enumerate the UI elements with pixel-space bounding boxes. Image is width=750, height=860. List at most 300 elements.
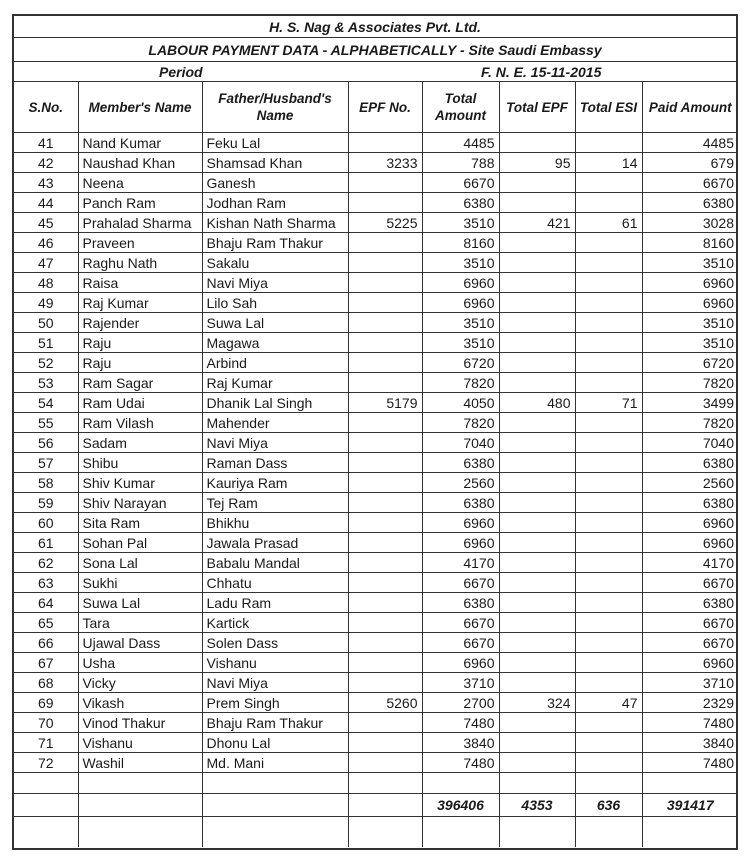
- cell-paid-amount: 6380: [642, 453, 738, 473]
- cell-member-name: Prahalad Sharma: [78, 213, 202, 233]
- cell-paid-amount: 3510: [642, 253, 738, 273]
- cell-epf-no: [348, 713, 422, 733]
- cell-father-husband-name: Navi Miya: [202, 673, 348, 693]
- cell-total-amount: 7820: [422, 373, 499, 393]
- cell-total-esi: 71: [575, 393, 642, 413]
- cell-total-amount: 6380: [422, 593, 499, 613]
- cell-total-epf: [499, 473, 575, 493]
- table-row: [14, 393, 738, 413]
- cell-epf-no: [348, 473, 422, 493]
- table-row: [14, 173, 738, 193]
- cell-epf-no: [348, 513, 422, 533]
- cell-epf-no: [348, 553, 422, 573]
- cell-epf-no: [348, 733, 422, 753]
- cell-father-husband-name: Suwa Lal: [202, 313, 348, 333]
- cell-total-esi: [575, 733, 642, 753]
- cell-total-esi: [575, 513, 642, 533]
- cell-total-esi: [575, 473, 642, 493]
- cell-total-amount: 6670: [422, 633, 499, 653]
- period-row: [14, 62, 736, 82]
- cell-father-husband-name: Navi Miya: [202, 273, 348, 293]
- cell-total-epf: [499, 593, 575, 613]
- cell-total-esi: [575, 453, 642, 473]
- cell-sno: 42: [14, 153, 78, 173]
- cell-father-husband-name: Chhatu: [202, 573, 348, 593]
- cell-total-amount: 6960: [422, 293, 499, 313]
- cell-total-epf: [499, 353, 575, 373]
- cell-total-esi: [575, 533, 642, 553]
- cell-paid-amount: 7820: [642, 413, 738, 433]
- cell-paid-amount: 3840: [642, 733, 738, 753]
- table-row: [14, 133, 738, 153]
- table-header-row: [14, 82, 738, 133]
- cell-total-epf: [499, 713, 575, 733]
- cell-sno: 44: [14, 193, 78, 213]
- table-row: [14, 753, 738, 773]
- cell-father-husband-name: Solen Dass: [202, 633, 348, 653]
- cell-total-epf: [499, 413, 575, 433]
- cell-member-name: Ram Vilash: [78, 413, 202, 433]
- cell-paid-amount: 2560: [642, 473, 738, 493]
- cell-member-name: Praveen: [78, 233, 202, 253]
- cell-total-esi: [575, 433, 642, 453]
- table-row: [14, 313, 738, 333]
- cell-member-name: Sadam: [78, 433, 202, 453]
- cell-epf-no: [348, 433, 422, 453]
- cell-member-name: Vinod Thakur: [78, 713, 202, 733]
- cell-member-name: Shibu: [78, 453, 202, 473]
- cell-sno: 60: [14, 513, 78, 533]
- table-row: [14, 293, 738, 313]
- cell-member-name: Neena: [78, 173, 202, 193]
- cell-sno: 58: [14, 473, 78, 493]
- cell-sno: 65: [14, 613, 78, 633]
- cell-sno: 55: [14, 413, 78, 433]
- cell-paid-amount: 4170: [642, 553, 738, 573]
- cell-father-husband-name: Raj Kumar: [202, 373, 348, 393]
- cell-sno: 57: [14, 453, 78, 473]
- cell-total-esi: [575, 133, 642, 153]
- company-name: H. S. Nag & Associates Pvt. Ltd.: [14, 16, 736, 38]
- cell-father-husband-name: Kishan Nath Sharma: [202, 213, 348, 233]
- cell-paid-amount: 3510: [642, 313, 738, 333]
- cell-paid-amount: 6960: [642, 653, 738, 673]
- cell-sno: 49: [14, 293, 78, 313]
- cell-father-husband-name: Feku Lal: [202, 133, 348, 153]
- cell-total-epf: [499, 433, 575, 453]
- cell-sno: 70: [14, 713, 78, 733]
- cell-total-epf: 324: [499, 693, 575, 713]
- cell-sno: 59: [14, 493, 78, 513]
- cell-total-amount: 3510: [422, 313, 499, 333]
- cell-paid-amount: 7040: [642, 433, 738, 453]
- cell-total-esi: [575, 193, 642, 213]
- cell-total-esi: [575, 373, 642, 393]
- cell-sno: 71: [14, 733, 78, 753]
- cell-paid-amount: 6720: [642, 353, 738, 373]
- cell-total-epf: [499, 513, 575, 533]
- cell-sno: 56: [14, 433, 78, 453]
- totals-row: [14, 794, 738, 817]
- cell-sno: 43: [14, 173, 78, 193]
- cell-epf-no: [348, 133, 422, 153]
- cell-total-esi: 61: [575, 213, 642, 233]
- cell-total-amount: 6960: [422, 653, 499, 673]
- cell-total-epf: 95: [499, 153, 575, 173]
- cell-sno: 48: [14, 273, 78, 293]
- cell-father-husband-name: Dhonu Lal: [202, 733, 348, 753]
- cell-total-amount: 4050: [422, 393, 499, 413]
- period-label: Period: [159, 64, 203, 80]
- cell-member-name: Sona Lal: [78, 553, 202, 573]
- cell-total-esi: 14: [575, 153, 642, 173]
- cell-father-husband-name: Vishanu: [202, 653, 348, 673]
- cell-member-name: Raisa: [78, 273, 202, 293]
- table-body: [14, 133, 738, 773]
- cell-total-amount: 6960: [422, 273, 499, 293]
- cell-member-name: Tara: [78, 613, 202, 633]
- table-row: [14, 533, 738, 553]
- col-header-sno: S.No.: [14, 82, 78, 133]
- cell-total-esi: [575, 493, 642, 513]
- cell-total-amount: 4485: [422, 133, 499, 153]
- cell-total-epf: [499, 633, 575, 653]
- table-row: [14, 213, 738, 233]
- cell-total-amount: 6670: [422, 613, 499, 633]
- cell-member-name: Sita Ram: [78, 513, 202, 533]
- cell-member-name: Nand Kumar: [78, 133, 202, 153]
- cell-total-esi: [575, 613, 642, 633]
- cell-total-esi: [575, 573, 642, 593]
- cell-total-epf: [499, 733, 575, 753]
- cell-total-esi: [575, 273, 642, 293]
- cell-paid-amount: 3710: [642, 673, 738, 693]
- cell-total-esi: [575, 293, 642, 313]
- table-row: [14, 273, 738, 293]
- cell-total-esi: [575, 673, 642, 693]
- cell-paid-amount: 6380: [642, 193, 738, 213]
- col-header-father-husband-name: Father/Husband's Name: [202, 82, 348, 133]
- table-row: [14, 553, 738, 573]
- cell-total-amount: 3510: [422, 333, 499, 353]
- table-row: [14, 153, 738, 173]
- table-row: [14, 573, 738, 593]
- cell-sno: 45: [14, 213, 78, 233]
- cell-total-epf: [499, 553, 575, 573]
- cell-total-epf: 480: [499, 393, 575, 413]
- cell-total-epf: [499, 173, 575, 193]
- cell-paid-amount: 3028: [642, 213, 738, 233]
- cell-epf-no: [348, 753, 422, 773]
- cell-sno: 63: [14, 573, 78, 593]
- cell-sno: 53: [14, 373, 78, 393]
- cell-total-esi: [575, 233, 642, 253]
- cell-member-name: Usha: [78, 653, 202, 673]
- cell-father-husband-name: Jodhan Ram: [202, 193, 348, 213]
- cell-epf-no: 5179: [348, 393, 422, 413]
- cell-epf-no: [348, 673, 422, 693]
- cell-member-name: Naushad Khan: [78, 153, 202, 173]
- table-row: [14, 513, 738, 533]
- cell-epf-no: [348, 333, 422, 353]
- cell-paid-amount: 7480: [642, 713, 738, 733]
- cell-total-amount: 2560: [422, 473, 499, 493]
- cell-sno: 64: [14, 593, 78, 613]
- col-header-member-name: Member's Name: [78, 82, 202, 133]
- col-header-total-amount: Total Amount: [422, 82, 499, 133]
- cell-total-amount: 6960: [422, 533, 499, 553]
- cell-total-amount: 6670: [422, 573, 499, 593]
- cell-member-name: Panch Ram: [78, 193, 202, 213]
- table-row: [14, 673, 738, 693]
- cell-member-name: Vishanu: [78, 733, 202, 753]
- cell-member-name: Raju: [78, 333, 202, 353]
- cell-paid-amount: 6960: [642, 533, 738, 553]
- cell-epf-no: [348, 493, 422, 513]
- cell-total-epf: 421: [499, 213, 575, 233]
- cell-epf-no: [348, 293, 422, 313]
- cell-paid-amount: 3510: [642, 333, 738, 353]
- cell-total-epf: [499, 753, 575, 773]
- cell-paid-amount: 6960: [642, 513, 738, 533]
- cell-epf-no: [348, 633, 422, 653]
- cell-member-name: Raghu Nath: [78, 253, 202, 273]
- table-row: [14, 713, 738, 733]
- cell-paid-amount: 6670: [642, 613, 738, 633]
- cell-sno: 51: [14, 333, 78, 353]
- cell-total-amount: 6960: [422, 513, 499, 533]
- cell-sno: 61: [14, 533, 78, 553]
- cell-total-epf: [499, 233, 575, 253]
- cell-sno: 47: [14, 253, 78, 273]
- table-row: [14, 193, 738, 213]
- cell-total-epf: [499, 533, 575, 553]
- col-header-total-esi: Total ESI: [575, 82, 642, 133]
- cell-total-epf: [499, 373, 575, 393]
- cell-father-husband-name: Babalu Mandal: [202, 553, 348, 573]
- cell-total-amount: 6380: [422, 453, 499, 473]
- total-amount-sum: 396406: [422, 794, 499, 817]
- cell-father-husband-name: Lilo Sah: [202, 293, 348, 313]
- cell-total-epf: [499, 333, 575, 353]
- payment-table: [14, 82, 738, 847]
- cell-father-husband-name: Sakalu: [202, 253, 348, 273]
- table-row: [14, 473, 738, 493]
- cell-member-name: Raj Kumar: [78, 293, 202, 313]
- period-value: F. N. E. 15-11-2015: [481, 64, 602, 80]
- cell-total-amount: 3840: [422, 733, 499, 753]
- table-row: [14, 733, 738, 753]
- cell-epf-no: [348, 353, 422, 373]
- cell-father-husband-name: Mahender: [202, 413, 348, 433]
- cell-sno: 67: [14, 653, 78, 673]
- col-header-epf-no: EPF No.: [348, 82, 422, 133]
- cell-father-husband-name: Bhaju Ram Thakur: [202, 713, 348, 733]
- cell-total-epf: [499, 453, 575, 473]
- cell-total-epf: [499, 293, 575, 313]
- cell-epf-no: 3233: [348, 153, 422, 173]
- cell-paid-amount: 6960: [642, 293, 738, 313]
- cell-member-name: Suwa Lal: [78, 593, 202, 613]
- cell-father-husband-name: Bhikhu: [202, 513, 348, 533]
- cell-total-amount: 6380: [422, 193, 499, 213]
- cell-father-husband-name: Raman Dass: [202, 453, 348, 473]
- cell-epf-no: [348, 593, 422, 613]
- cell-total-esi: [575, 353, 642, 373]
- cell-total-esi: [575, 253, 642, 273]
- cell-epf-no: [348, 193, 422, 213]
- cell-total-epf: [499, 673, 575, 693]
- cell-father-husband-name: Shamsad Khan: [202, 153, 348, 173]
- cell-paid-amount: 8160: [642, 233, 738, 253]
- cell-sno: 68: [14, 673, 78, 693]
- cell-epf-no: [348, 413, 422, 433]
- cell-father-husband-name: Ganesh: [202, 173, 348, 193]
- cell-father-husband-name: Bhaju Ram Thakur: [202, 233, 348, 253]
- cell-total-epf: [499, 133, 575, 153]
- cell-member-name: Rajender: [78, 313, 202, 333]
- table-row: [14, 653, 738, 673]
- cell-epf-no: [348, 613, 422, 633]
- cell-total-amount: 7480: [422, 753, 499, 773]
- table-row: [14, 233, 738, 253]
- cell-total-amount: 7480: [422, 713, 499, 733]
- cell-member-name: Ram Udai: [78, 393, 202, 413]
- cell-sno: 52: [14, 353, 78, 373]
- cell-paid-amount: 4485: [642, 133, 738, 153]
- cell-total-esi: [575, 593, 642, 613]
- cell-total-amount: 6670: [422, 173, 499, 193]
- cell-total-esi: [575, 753, 642, 773]
- cell-paid-amount: 3499: [642, 393, 738, 413]
- cell-member-name: Sukhi: [78, 573, 202, 593]
- cell-sno: 69: [14, 693, 78, 713]
- cell-total-amount: 3710: [422, 673, 499, 693]
- cell-sno: 54: [14, 393, 78, 413]
- table-row: [14, 253, 738, 273]
- cell-epf-no: [348, 533, 422, 553]
- table-row: [14, 453, 738, 473]
- cell-father-husband-name: Dhanik Lal Singh: [202, 393, 348, 413]
- cell-total-amount: 2700: [422, 693, 499, 713]
- cell-father-husband-name: Magawa: [202, 333, 348, 353]
- cell-total-amount: 6380: [422, 493, 499, 513]
- cell-total-esi: [575, 553, 642, 573]
- table-row: [14, 613, 738, 633]
- cell-member-name: Washil: [78, 753, 202, 773]
- cell-total-amount: 6720: [422, 353, 499, 373]
- cell-epf-no: [348, 173, 422, 193]
- table-row: [14, 493, 738, 513]
- cell-paid-amount: 6960: [642, 273, 738, 293]
- cell-total-amount: 788: [422, 153, 499, 173]
- cell-total-amount: 3510: [422, 253, 499, 273]
- cell-total-epf: [499, 253, 575, 273]
- cell-member-name: Vicky: [78, 673, 202, 693]
- cell-paid-amount: 679: [642, 153, 738, 173]
- cell-total-esi: [575, 313, 642, 333]
- cell-member-name: Ujawal Dass: [78, 633, 202, 653]
- cell-total-epf: [499, 313, 575, 333]
- total-epf-sum: 4353: [499, 794, 575, 817]
- cell-paid-amount: 6380: [642, 493, 738, 513]
- total-esi-sum: 636: [575, 794, 642, 817]
- cell-epf-no: [348, 233, 422, 253]
- cell-father-husband-name: Md. Mani: [202, 753, 348, 773]
- cell-sno: 50: [14, 313, 78, 333]
- table-row: [14, 433, 738, 453]
- cell-total-epf: [499, 493, 575, 513]
- cell-member-name: Ram Sagar: [78, 373, 202, 393]
- cell-sno: 46: [14, 233, 78, 253]
- col-header-total-epf: Total EPF: [499, 82, 575, 133]
- cell-sno: 66: [14, 633, 78, 653]
- cell-father-husband-name: Prem Singh: [202, 693, 348, 713]
- cell-member-name: Sohan Pal: [78, 533, 202, 553]
- cell-sno: 41: [14, 133, 78, 153]
- cell-father-husband-name: Jawala Prasad: [202, 533, 348, 553]
- cell-member-name: Raju: [78, 353, 202, 373]
- cell-total-esi: [575, 333, 642, 353]
- cell-member-name: Vikash: [78, 693, 202, 713]
- cell-father-husband-name: Arbind: [202, 353, 348, 373]
- cell-total-esi: 47: [575, 693, 642, 713]
- cell-epf-no: [348, 373, 422, 393]
- table-row: [14, 333, 738, 353]
- cell-member-name: Shiv Narayan: [78, 493, 202, 513]
- cell-paid-amount: 7820: [642, 373, 738, 393]
- cell-epf-no: [348, 313, 422, 333]
- blank-row: [14, 817, 738, 848]
- cell-epf-no: 5260: [348, 693, 422, 713]
- cell-paid-amount: 6670: [642, 633, 738, 653]
- cell-epf-no: [348, 573, 422, 593]
- cell-total-amount: 4170: [422, 553, 499, 573]
- cell-father-husband-name: Tej Ram: [202, 493, 348, 513]
- cell-total-amount: 7040: [422, 433, 499, 453]
- cell-epf-no: [348, 273, 422, 293]
- cell-total-amount: 8160: [422, 233, 499, 253]
- cell-epf-no: [348, 653, 422, 673]
- payment-sheet: [12, 14, 738, 850]
- cell-father-husband-name: Kartick: [202, 613, 348, 633]
- cell-epf-no: [348, 453, 422, 473]
- cell-total-esi: [575, 653, 642, 673]
- cell-epf-no: [348, 253, 422, 273]
- table-row: [14, 693, 738, 713]
- cell-sno: 62: [14, 553, 78, 573]
- table-row: [14, 373, 738, 393]
- cell-total-epf: [499, 653, 575, 673]
- table-row: [14, 413, 738, 433]
- cell-total-amount: 7820: [422, 413, 499, 433]
- cell-total-esi: [575, 713, 642, 733]
- table-row: [14, 353, 738, 373]
- table-row: [14, 633, 738, 653]
- paid-amount-sum: 391417: [642, 794, 738, 817]
- cell-total-epf: [499, 193, 575, 213]
- cell-paid-amount: 6380: [642, 593, 738, 613]
- col-header-paid-amount: Paid Amount: [642, 82, 738, 133]
- cell-total-esi: [575, 413, 642, 433]
- table-row: [14, 593, 738, 613]
- cell-member-name: Shiv Kumar: [78, 473, 202, 493]
- cell-paid-amount: 2329: [642, 693, 738, 713]
- cell-total-amount: 3510: [422, 213, 499, 233]
- cell-total-epf: [499, 273, 575, 293]
- cell-total-esi: [575, 173, 642, 193]
- cell-sno: 72: [14, 753, 78, 773]
